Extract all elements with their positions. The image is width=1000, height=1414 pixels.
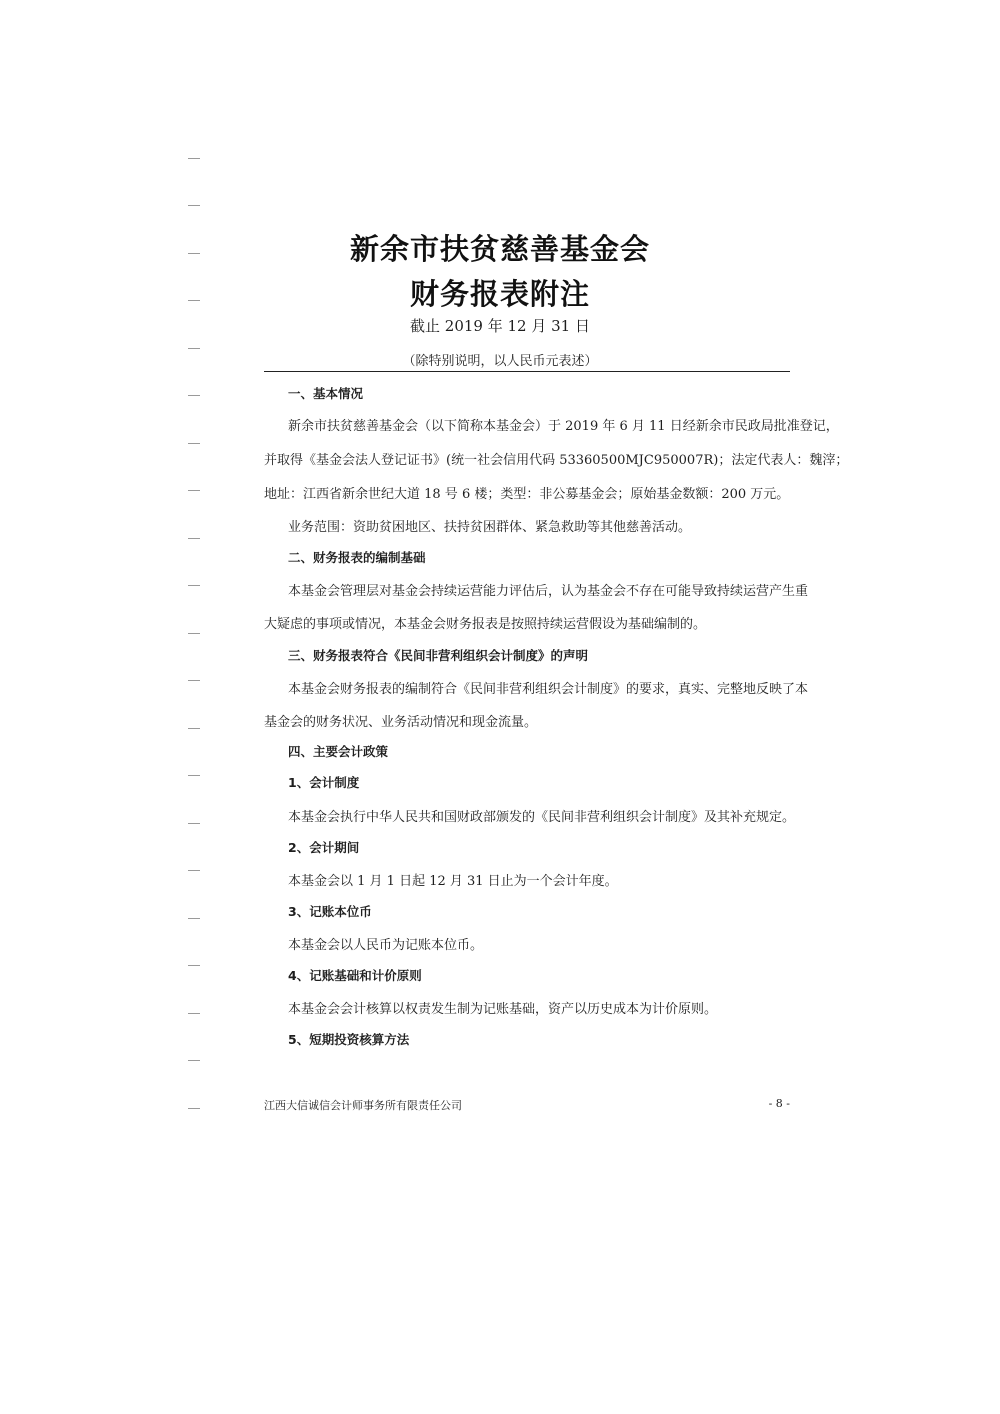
section-heading-basic-info: 一、基本情况 (288, 386, 364, 401)
paragraph-line: 本基金会管理层对基金会持续运营能力评估后，认为基金会不存在可能导致持续运营产生重 (288, 584, 809, 599)
subsection-heading-functional-currency: 3、记账本位币 (288, 904, 372, 919)
subsection-heading-accounting-basis: 4、记账基础和计价原则 (288, 968, 422, 983)
header-divider (264, 371, 790, 372)
paragraph-line: 本基金会会计核算以权责发生制为记账基础，资产以历史成本为计价原则。 (288, 1002, 718, 1017)
paragraph-line: 新余市扶贫慈善基金会（以下简称本基金会）于 2019 年 6 月 11 日经新余市民政局批准登记， (288, 419, 839, 434)
paragraph-line: 业务范围：资助贫困地区、扶持贫困群体、紧急救助等其他慈善活动。 (288, 520, 692, 535)
paragraph-line: 本基金会以人民币为记账本位币。 (288, 938, 484, 953)
document-title: 新余市扶贫慈善基金会 (349, 232, 650, 266)
paragraph-line: 基金会的财务状况、业务活动情况和现金流量。 (264, 715, 538, 730)
page-number: - 8 - (768, 1097, 790, 1110)
subsection-heading-accounting-system: 1、会计制度 (288, 775, 360, 790)
section-heading-compliance-statement: 三、财务报表符合《民间非营利组织会计制度》的声明 (288, 648, 589, 663)
section-heading-preparation-basis: 二、财务报表的编制基础 (288, 550, 426, 565)
subsection-heading-short-term-investment: 5、短期投资核算方法 (288, 1032, 410, 1047)
paragraph-line: 地址：江西省新余世纪大道 18 号 6 楼；类型：非公募基金会；原始基金数额：200 万元。 (264, 487, 790, 502)
paragraph-line: 本基金会财务报表的编制符合《民间非营利组织会计制度》的要求，真实、完整地反映了本 (288, 682, 809, 697)
paragraph-line: 本基金会以 1 月 1 日起 12 月 31 日止为一个会计年度。 (288, 874, 618, 889)
paragraph-line: 并取得《基金会法人登记证书》(统一社会信用代码 53360500MJC950007R)；法定代表人：魏滓； (264, 453, 849, 468)
subsection-heading-accounting-period: 2、会计期间 (288, 840, 360, 855)
currency-note: （除特别说明，以人民币元表述） (402, 354, 598, 369)
paragraph-line: 本基金会执行中华人民共和国财政部颁发的《民间非营利组织会计制度》及其补充规定。 (288, 810, 796, 825)
section-heading-accounting-policies: 四、主要会计政策 (288, 744, 389, 759)
footer-company-name: 江西大信诚信会计师事务所有限责任公司 (264, 1099, 462, 1112)
period-date: 截止 2019 年 12 月 31 日 (410, 317, 590, 335)
paragraph-line: 大疑虑的事项或情况，本基金会财务报表是按照持续运营假设为基础编制的。 (264, 617, 707, 632)
document-subtitle: 财务报表附注 (409, 277, 590, 311)
